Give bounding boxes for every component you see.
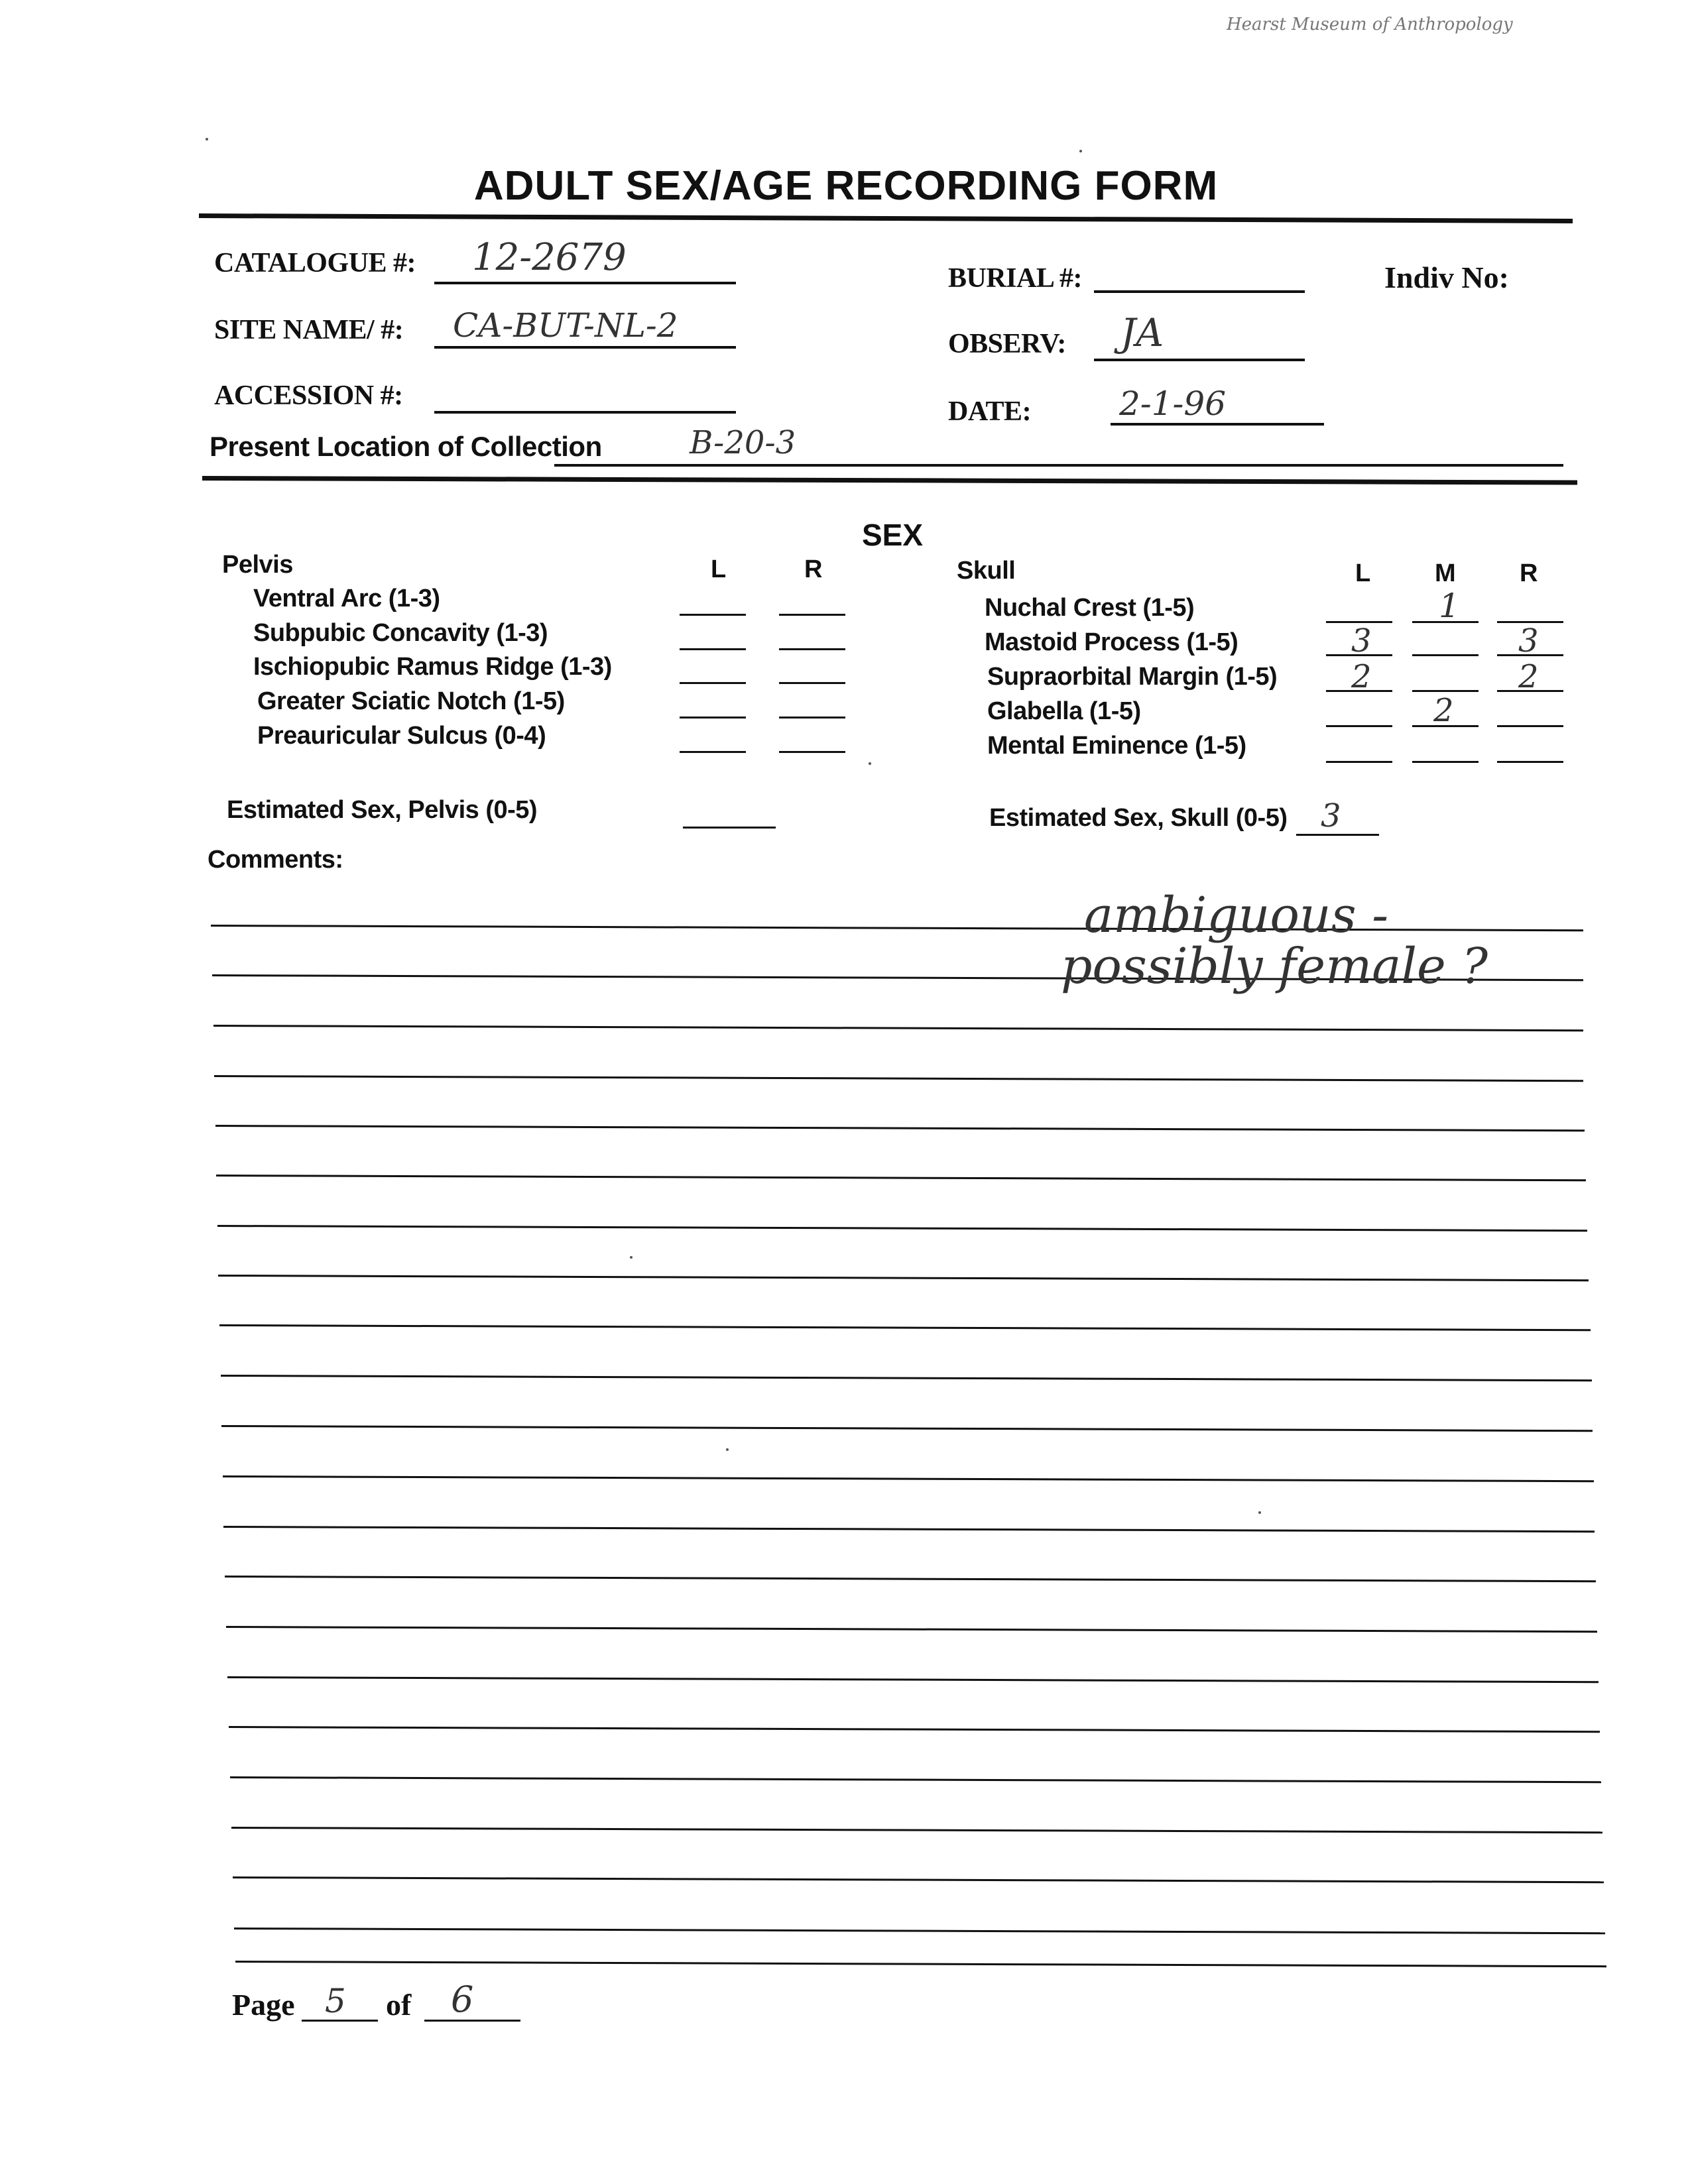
skull-item-label: Nuchal Crest (1-5) [985, 594, 1195, 622]
page-total: 6 [451, 1979, 474, 2020]
sex-heading: SEX [862, 518, 924, 552]
comment-line[interactable] [223, 1475, 1594, 1482]
skull-item-m-blank[interactable] [1412, 761, 1479, 763]
pelvis-item-label: Greater Sciatic Notch (1-5) [257, 687, 565, 715]
accession-label: ACCESSION #: [214, 380, 403, 411]
scan-speck [869, 762, 871, 765]
catalogue-line [434, 282, 736, 284]
skull-estimate-label: Estimated Sex, Skull (0-5) [989, 804, 1288, 832]
skull-item-label: Mastoid Process (1-5) [985, 628, 1239, 656]
comment-line[interactable] [227, 1676, 1599, 1683]
site-name-line [434, 346, 736, 349]
comment-line[interactable] [218, 1275, 1589, 1281]
observer-label: OBSERV: [948, 329, 1066, 359]
pelvis-item-label: Ischiopubic Ramus Ridge (1-3) [253, 653, 612, 681]
pelvis-item-label: Ventral Arc (1-3) [253, 585, 440, 612]
comment-line[interactable] [235, 1961, 1606, 1967]
pelvis-item-l-blank[interactable] [680, 682, 746, 684]
skull-item-m-value: 1 [1439, 587, 1460, 625]
comment-line[interactable] [216, 1175, 1586, 1181]
comment-line[interactable] [229, 1726, 1600, 1733]
comment-line[interactable] [221, 1425, 1593, 1432]
pelvis-col-l: L [711, 555, 726, 583]
skull-item-label: Mental Eminence (1-5) [987, 732, 1246, 760]
location-line [554, 464, 1563, 467]
pelvis-estimate-label: Estimated Sex, Pelvis (0-5) [227, 796, 538, 824]
comment-line[interactable] [213, 1025, 1583, 1031]
skull-heading: Skull [957, 557, 1016, 585]
pelvis-item-l-blank[interactable] [680, 648, 746, 650]
skull-item-label: Glabella (1-5) [987, 697, 1141, 725]
skull-item-label: Supraorbital Margin (1-5) [987, 663, 1278, 691]
comment-line[interactable] [233, 1876, 1604, 1883]
page-of-label: of [386, 1988, 412, 2022]
skull-col-m: M [1435, 559, 1456, 587]
pelvis-item-r-blank[interactable] [779, 717, 845, 718]
accession-line [434, 411, 736, 414]
location-label: Present Location of Collection [210, 431, 602, 462]
date-label: DATE: [948, 396, 1032, 427]
pelvis-estimate-line[interactable] [683, 827, 776, 829]
catalogue-value[interactable]: 12-2679 [472, 236, 627, 279]
skull-item-r-blank[interactable] [1497, 725, 1563, 727]
comment-line[interactable] [225, 1576, 1596, 1582]
comment-line[interactable] [226, 1626, 1597, 1633]
site-name-value[interactable]: CA-BUT-NL-2 [453, 306, 678, 345]
burial-line [1094, 290, 1305, 293]
location-value[interactable]: B-20-3 [690, 424, 796, 461]
comment-line[interactable] [217, 1225, 1587, 1232]
pelvis-item-r-blank[interactable] [779, 751, 845, 753]
skull-item-l-blank[interactable] [1326, 725, 1392, 727]
skull-item-r-value: 2 [1518, 658, 1539, 695]
scan-speck [206, 138, 208, 141]
page-current: 5 [325, 1982, 346, 2020]
observer-line [1094, 359, 1305, 361]
pelvis-item-l-blank[interactable] [680, 751, 746, 753]
observer-value[interactable]: JA [1120, 310, 1164, 355]
scan-speck [1079, 150, 1082, 152]
indiv-label: Indiv No: [1384, 260, 1509, 294]
comment-line[interactable] [223, 1526, 1595, 1532]
skull-item-r-value: 3 [1518, 622, 1539, 660]
pelvis-item-r-blank[interactable] [779, 682, 845, 684]
scan-speck [726, 1448, 729, 1451]
date-line [1111, 423, 1324, 426]
site-name-label: SITE NAME/ #: [214, 315, 404, 345]
scan-speck [1258, 1511, 1261, 1514]
page-label: Page [232, 1988, 295, 2022]
pelvis-col-r: R [804, 555, 822, 583]
comment-line[interactable] [219, 1324, 1591, 1331]
comment-line[interactable] [231, 1827, 1602, 1833]
pelvis-item-label: Subpubic Concavity (1-3) [253, 619, 548, 647]
comment-text-line1: ambiguous - [1084, 887, 1389, 944]
skull-item-l-value: 2 [1351, 658, 1372, 695]
catalogue-label: CATALOGUE #: [214, 248, 416, 278]
burial-label: BURIAL #: [948, 263, 1083, 294]
skull-item-m-value: 2 [1433, 692, 1454, 729]
skull-col-l: L [1355, 559, 1370, 587]
pelvis-item-l-blank[interactable] [680, 717, 746, 718]
form-title: ADULT SEX/AGE RECORDING FORM [473, 163, 1219, 209]
scan-speck [630, 1256, 633, 1259]
pelvis-item-l-blank[interactable] [680, 614, 746, 616]
title-rule [199, 213, 1573, 223]
pelvis-item-label: Preauricular Sulcus (0-4) [257, 722, 546, 750]
comment-line[interactable] [215, 1125, 1585, 1131]
skull-col-r: R [1520, 559, 1538, 587]
header-bottom-rule [202, 476, 1577, 485]
date-value[interactable]: 2-1-96 [1119, 384, 1227, 423]
skull-estimate-value: 3 [1321, 797, 1341, 834]
museum-stamp: Hearst Museum of Anthropology [1227, 15, 1513, 34]
comments-label: Comments: [208, 846, 343, 874]
comment-text-line2: possibly female ? [1061, 938, 1488, 995]
skull-item-l-blank[interactable] [1326, 761, 1392, 763]
pelvis-heading: Pelvis [222, 551, 293, 579]
pelvis-item-r-blank[interactable] [779, 648, 845, 650]
pelvis-item-r-blank[interactable] [779, 614, 845, 616]
comment-line[interactable] [234, 1927, 1605, 1934]
skull-item-m-blank[interactable] [1412, 654, 1479, 656]
comment-line[interactable] [214, 1075, 1583, 1082]
comment-line[interactable] [230, 1776, 1601, 1783]
skull-item-l-value: 3 [1351, 622, 1372, 660]
comment-line[interactable] [221, 1375, 1592, 1381]
skull-item-r-blank[interactable] [1497, 761, 1563, 763]
